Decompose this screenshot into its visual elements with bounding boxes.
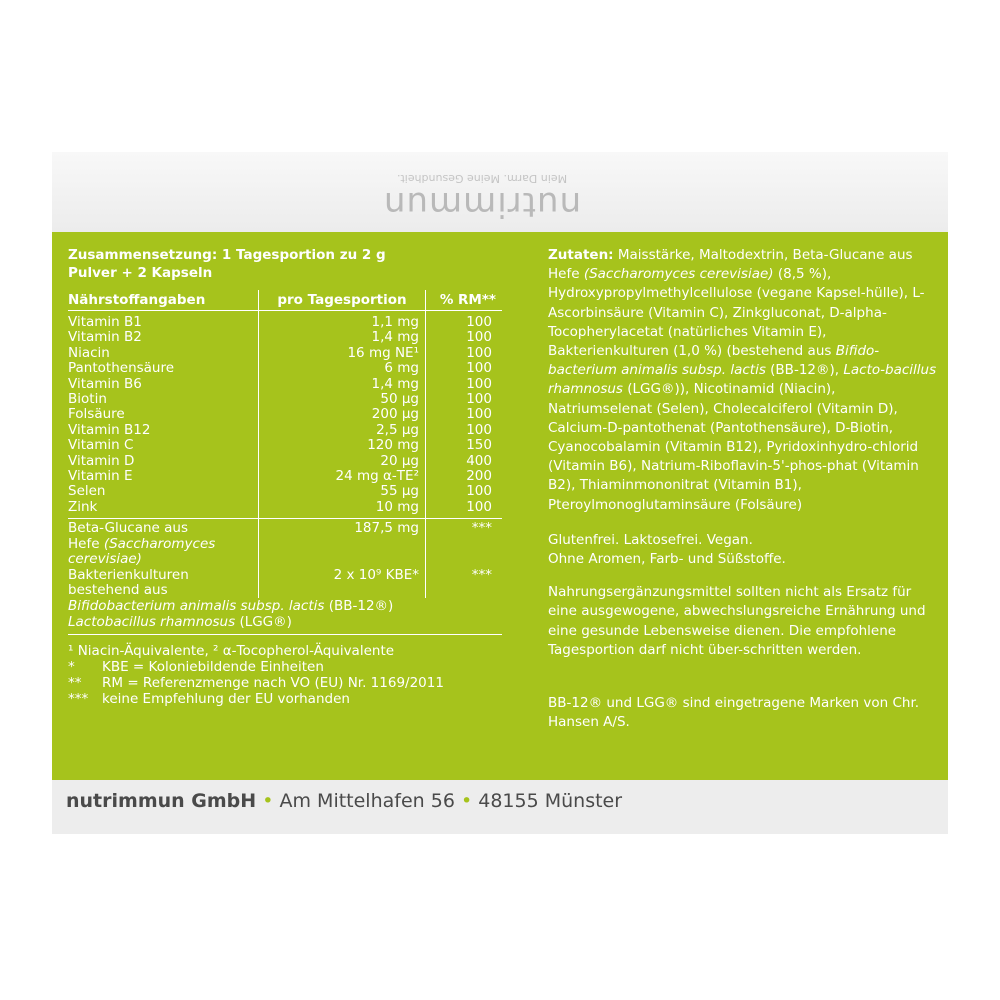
warning-text: Nahrungsergänzungsmittel sollten nicht als Ersatz für eine ausgewogene, abwechslungsreiche Ernährung und eine gesunde Lebensweise dienen. Die empfohlene Tagesportion darf nicht über-schritten werden. [548,584,926,658]
cell-amount: 1,1 mg [259,311,426,331]
header-per-day: pro Tagesportion [259,290,426,311]
cell-rm: 100 [466,391,492,408]
cell-rm: 100 [466,498,492,515]
cell-rm: 200 [466,468,492,485]
footnotes [68,643,504,707]
cell-name: Zink [68,498,98,515]
cell-rm: 150 [466,437,492,454]
footnote-eu: *** keine Empfehlung der EU vorhanden [68,691,350,708]
cell-name: Vitamin E [68,468,133,485]
free-from-notice: Glutenfrei. Laktosefrei. Vegan. Ohne Aromen, Farb- und Süßstoffe. [548,531,786,568]
table-row [68,438,502,453]
cell-amount: 1,4 mg [259,330,426,345]
table-row [68,407,502,422]
cell-name: Vitamin B2 [68,329,142,346]
footnote-equivalents: ¹ Niacin-Äquivalente, ² α-Tocopherol-Äquivalente [68,643,395,660]
brand-slogan: Mein Darm. Meine Gesundheit. [396,172,568,185]
table-row [68,423,502,438]
table-row [68,361,502,376]
bakt-line2: bestehend aus [68,581,168,598]
header-nutrients: Nährstoffangaben [68,290,259,311]
table-row [68,484,502,499]
strain2-tag: (LGG®) [239,614,292,631]
cell-amount: 24 mg α-TE² [259,469,426,484]
footnote-kbe: * KBE = Koloniebildende Einheiten [68,659,324,676]
cell-amount: 10 mg [259,500,426,519]
strain1-tag: (BB-12®) [328,598,394,615]
address-bar [52,780,948,834]
beta-rm: *** [426,519,503,568]
cell-name: Niacin [68,344,110,361]
cell-rm: 100 [466,344,492,361]
beta-amount: 187,5 mg [259,519,426,568]
cell-rm: 100 [466,360,492,377]
cell-name: Vitamin C [68,437,134,454]
cell-name: Pantothensäure [68,360,175,377]
cell-name: Vitamin B12 [68,421,151,438]
cell-name: Vitamin B1 [68,314,142,330]
cell-amount: 200 µg [259,407,426,422]
cell-name: Selen [68,483,106,500]
strain1-name: Bifidobacterium animalis subsp. lactis [68,598,325,615]
brand-name: nutrimmun [382,184,582,224]
table-row [68,346,502,361]
bakt-amount: 2 x 10⁹ KBE* [259,568,426,599]
ingredients-column [548,246,938,732]
cell-rm: 100 [466,421,492,438]
table-row [68,500,502,519]
table-row [68,377,502,392]
package-back [52,152,948,834]
bacteria-strains [68,598,502,635]
cell-amount: 6 mg [259,361,426,376]
company-address [66,790,622,812]
nutrition-table [68,290,502,598]
table-row [68,330,502,345]
strain2-name: Lactobacillus rhamnosus [68,614,236,631]
cell-name: Vitamin B6 [68,375,142,392]
bakt-line1: Bakterienkulturen [68,566,189,583]
bakt-rm: *** [471,566,492,583]
cell-name: Biotin [68,391,107,408]
table-row [68,454,502,469]
cell-amount: 120 mg [259,438,426,453]
cell-name: Vitamin D [68,452,135,469]
table-row [68,311,502,331]
cell-amount: 55 µg [259,484,426,499]
table-row-bakterien [68,568,502,599]
cell-rm: 100 [466,314,492,330]
cell-rm: 100 [466,375,492,392]
vitamin-rows [68,311,502,519]
street: Am Mittelhafen 56 [279,790,455,812]
cell-rm: 100 [466,329,492,346]
table-row-beta-glucane [68,519,502,568]
cell-rm: 100 [466,483,492,500]
beta-line3-italic: cerevisiae) [68,551,142,568]
cell-amount: 50 µg [259,392,426,407]
package-top-flap [52,152,948,232]
composition-title: Zusammensetzung: 1 Tagesportion zu 2 g Pulver + 2 Kapseln [68,247,386,281]
cell-amount: 2,5 µg [259,423,426,438]
ingredients-label: Zutaten: [548,247,614,263]
table-row [68,392,502,407]
city: 48155 Münster [478,790,623,812]
ingredients-text: Zutaten: Maisstärke, Maltodextrin, Beta-Glucane aus Hefe (Saccharomyces cerevisiae) (8,5 %), Hydroxypropylmethylcellulose (vegane Kapsel-hülle), L-Ascorbinsäure (Vitamin C), Zinkgluconat, D-alpha-Tocopherylacetat (natürliches Vitamin E), Bakterienkulturen (1,0 %) (bestehend aus Bifido-bacterium animalis subsp. lactis (BB-12®), Lacto-bacillus rhamnosus (LGG®)), Nicotinamid (Niacin), Natriumselenat (Selen), Cholecalciferol (Vitamin D), Calcium-D-pantothenat (Pantothensäure), D-Biotin, Cyanocobalamin (Vitamin B12), Pyridoxinhydro-chlorid (Vitamin B6), Natrium-Riboflavin-5'-phos-phat (Vitamin B2), Thiaminmononitrat (Vitamin B1), Pteroylmonoglutaminsäure (Folsäure) [548,247,937,513]
composition-column [68,246,504,707]
separator-dot: • [262,790,274,812]
trademark-text: BB-12® und LGG® sind eingetragene Marken von Chr. Hansen A/S. [548,695,920,731]
beta-line2-italic: (Saccharomyces [103,535,216,552]
info-panel [52,232,948,780]
nutrition-table-header [68,290,502,311]
extra-rows [68,519,502,599]
cell-rm: 400 [466,452,492,469]
cell-rm: 100 [466,406,492,423]
separator-dot: • [460,790,473,812]
cell-amount: 16 mg NE¹ [259,346,426,361]
cell-name: Folsäure [68,406,125,423]
table-row [68,469,502,484]
company-name: nutrimmun GmbH [66,790,257,812]
footnote-rm: ** RM = Referenzmenge nach VO (EU) Nr. 1169/2011 [68,675,444,692]
cell-amount: 20 µg [259,454,426,469]
brand-logo-mirrored [332,164,632,222]
header-rm: % RM** [426,290,503,311]
cell-amount: 1,4 mg [259,377,426,392]
beta-line1: Beta-Glucane aus [68,520,188,537]
beta-line2: Hefe [68,535,100,552]
